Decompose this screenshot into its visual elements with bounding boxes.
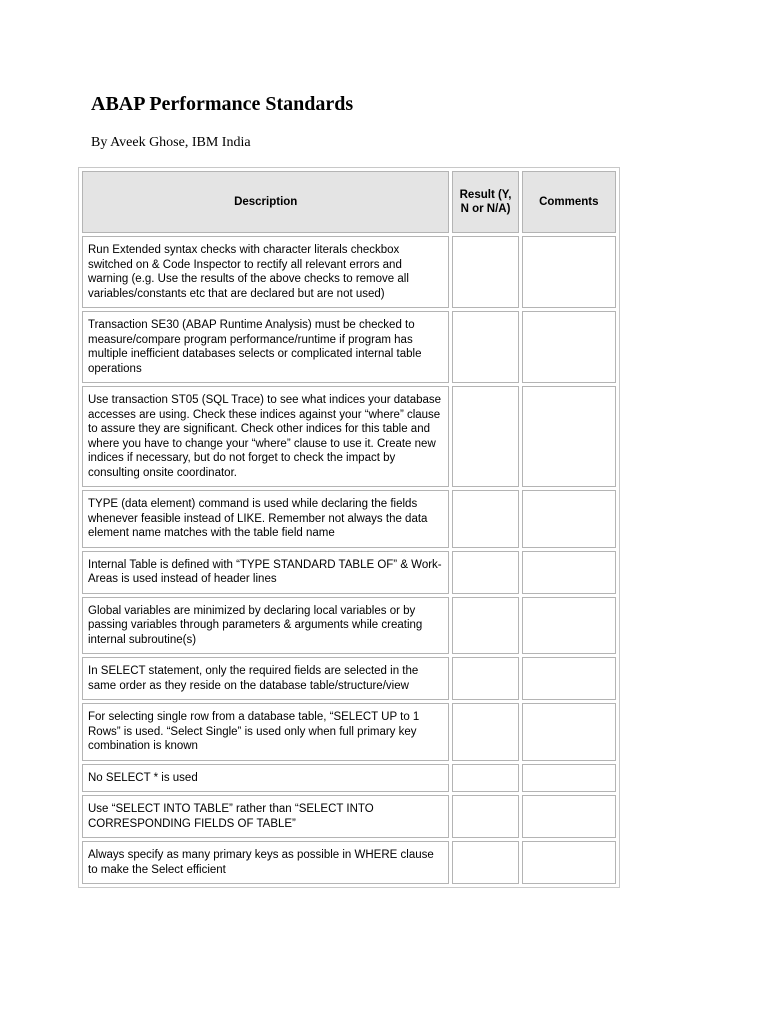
row-description: Transaction SE30 (ABAP Runtime Analysis) must be checked to measure/compare program performance/runtime if program has multiple inefficient databases selects or complicated internal table operations (82, 311, 449, 383)
row-description: No SELECT * is used (82, 764, 449, 793)
header-description: Description (82, 171, 449, 233)
table-row (82, 311, 616, 383)
row-comments-cell (522, 597, 616, 655)
table-row (82, 795, 616, 838)
row-description: Internal Table is defined with “TYPE STANDARD TABLE OF” & Work-Areas is used instead of header lines (82, 551, 449, 594)
row-result-cell (452, 597, 518, 655)
row-description: Use transaction ST05 (SQL Trace) to see what indices your database accesses are using. Check these indices against your “where” clause to assure they are significant. Check other indices for this table and where you have to change your “where” clause to use it. Create new indices if necessary, but do not forget to check the impact by consulting onsite coordinator. (82, 386, 449, 487)
header-comments: Comments (522, 171, 616, 233)
row-comments-cell (522, 551, 616, 594)
row-description: Always specify as many primary keys as possible in WHERE clause to make the Select efficient (82, 841, 449, 884)
row-result-cell (452, 551, 518, 594)
header-result: Result (Y, N or N/A) (452, 171, 518, 233)
row-result-cell (452, 795, 518, 838)
row-comments-cell (522, 386, 616, 487)
table-row (82, 597, 616, 655)
row-result-cell (452, 657, 518, 700)
table-row (82, 490, 616, 548)
row-comments-cell (522, 764, 616, 793)
row-description: Global variables are minimized by declaring local variables or by passing variables through parameters & arguments while creating internal subroutine(s) (82, 597, 449, 655)
row-description: Use “SELECT INTO TABLE” rather than “SELECT INTO CORRESPONDING FIELDS OF TABLE” (82, 795, 449, 838)
row-description: TYPE (data element) command is used while declaring the fields whenever feasible instead of LIKE. Remember not always the data element name matches with the table field name (82, 490, 449, 548)
row-result-cell (452, 764, 518, 793)
table-row (82, 551, 616, 594)
row-comments-cell (522, 795, 616, 838)
standards-table (79, 168, 619, 887)
table-row (82, 386, 616, 487)
row-comments-cell (522, 703, 616, 761)
row-description: In SELECT statement, only the required fields are selected in the same order as they reside on the database table/structure/view (82, 657, 449, 700)
table-row (82, 841, 616, 884)
row-result-cell (452, 841, 518, 884)
standards-table-frame (78, 167, 620, 888)
row-comments-cell (522, 841, 616, 884)
row-result-cell (452, 236, 518, 308)
row-result-cell (452, 311, 518, 383)
table-row (82, 236, 616, 308)
table-row (82, 657, 616, 700)
row-comments-cell (522, 311, 616, 383)
byline: By Aveek Ghose, IBM India (91, 135, 251, 150)
table-row (82, 764, 616, 793)
row-description: Run Extended syntax checks with character literals checkbox switched on & Code Inspector to rectify all relevant errors and warning (e.g. Use the results of the above checks to remove all variables/constants etc that are declared but are not used) (82, 236, 449, 308)
table-header-row (82, 171, 616, 233)
row-description: For selecting single row from a database table, “SELECT UP to 1 Rows” is used. “Select Single” is used only when full primary key combination is known (82, 703, 449, 761)
page-title: ABAP Performance Standards (91, 93, 354, 115)
row-result-cell (452, 703, 518, 761)
row-comments-cell (522, 236, 616, 308)
row-result-cell (452, 490, 518, 548)
row-comments-cell (522, 657, 616, 700)
table-row (82, 703, 616, 761)
row-comments-cell (522, 490, 616, 548)
row-result-cell (452, 386, 518, 487)
